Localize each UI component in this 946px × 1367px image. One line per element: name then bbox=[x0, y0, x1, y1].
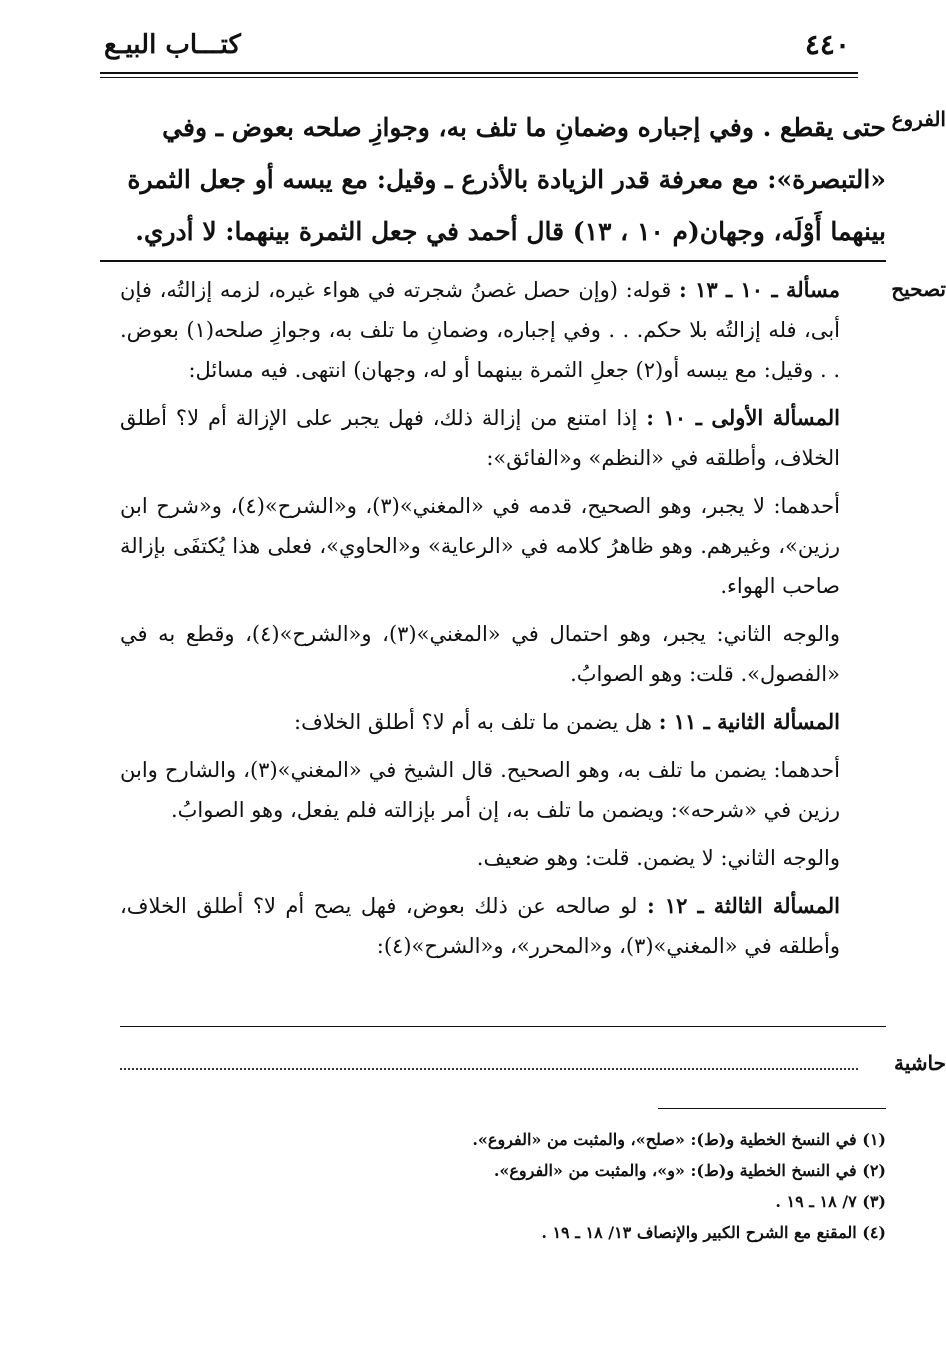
issue-heading: المسألة الأولى ـ ١٠ : bbox=[646, 405, 840, 430]
hashiya-dotted-line bbox=[120, 1068, 858, 1070]
furu-line: حتى يقطع . وفي إجباره وضمانِ ما تلف به، وجوازِ صلحه بعوض ـ وفي bbox=[162, 113, 886, 142]
paragraph-text: والوجه الثاني: لا يضمن. قلت: وهو ضعيف. bbox=[476, 846, 840, 870]
paragraph-text: قوله: (وإن حصل غصنُ شجرته في هواء غيره، لزمه إزالتُه، فإن أبى، فله إزالتُه بلا حكم. . . وفي إجباره، وضمانِ ما تلف به، وجوازِ صلحه(١) بعوض. . . وقيل: مع يبسه أو(٢) جعلِ الثمرة بينهما أو له، وجهان) انتهى. فيه مسائل: bbox=[120, 278, 840, 382]
tashih-paragraph bbox=[120, 398, 886, 478]
margin-label-tashih: تصحيح bbox=[891, 277, 946, 301]
paragraph-text: لو صالحه عن ذلك بعوض، فهل يصح أم لا؟ أطلق الخلاف، وأطلقه في «المغني»(٣)، و«المحرر»، و«الشرح»(٤): bbox=[120, 894, 840, 958]
tashih-text bbox=[120, 270, 886, 966]
paragraph-text: والوجه الثاني: يجبر، وهو احتمال في «المغني»(٣)، و«الشرح»(٤)، وقطع به في «الفصول». قلت: وهو الصوابُ. bbox=[120, 622, 840, 686]
margin-label-hashiya: حاشية bbox=[894, 1051, 946, 1075]
tashih-paragraph bbox=[120, 486, 886, 606]
tashih-paragraph bbox=[120, 886, 886, 966]
footnote: (١) في النسخ الخطية و(ط): «صلح»، والمثبت من «الفروع». bbox=[472, 1130, 886, 1149]
page-number: ٤٤٠ bbox=[804, 28, 850, 61]
furu-rule bbox=[100, 260, 886, 262]
footnote-rule bbox=[658, 1108, 886, 1109]
margin-label-furu: الفروع bbox=[891, 107, 946, 131]
furu-line: «التبصرة»: مع معرفة قدر الزيادة بالأذرع ـ وقيل: مع يبسه أو جعل الثمرة bbox=[127, 165, 886, 194]
footnotes bbox=[300, 1124, 886, 1248]
tashih-paragraph bbox=[120, 838, 886, 878]
paragraph-text: أحدهما: لا يجبر، وهو الصحيح، قدمه في «المغني»(٣)، و«الشرح»(٤)، و«شرح ابن رزين»، وغيرهم. وهو ظاهرُ كلامه في «الرعاية» و«الحاوي»، فعلى هذا يُكتفَى بإزالة صاحب الهواء. bbox=[120, 494, 840, 598]
furu-text bbox=[100, 102, 886, 258]
footnote: (٢) في النسخ الخطية و(ط): «و»، والمثبت من «الفروع». bbox=[493, 1161, 886, 1180]
paragraph-text: أحدهما: يضمن ما تلف به، وهو الصحيح. قال الشيخ في «المغني»(٣)، والشارح وابن رزين في «شرحه»: ويضمن ما تلف به، إن أمر بإزالته فلم يفعل، وهو الصوابُ. bbox=[120, 758, 840, 822]
footnote: (٤) المقنع مع الشرح الكبير والإنصاف ١٣/ ١٨ ـ ١٩ . bbox=[541, 1223, 886, 1242]
tashih-paragraph bbox=[120, 614, 886, 694]
tashih-paragraph bbox=[120, 270, 886, 390]
tashih-paragraph bbox=[120, 702, 886, 742]
section-rule bbox=[120, 1026, 886, 1027]
tashih-paragraph bbox=[120, 750, 886, 830]
paragraph-text: هل يضمن ما تلف به أم لا؟ أطلق الخلاف: bbox=[294, 710, 652, 734]
running-title: كتـــاب البيـع bbox=[104, 30, 241, 60]
header-rule bbox=[100, 72, 858, 74]
header-rule-thin bbox=[100, 77, 858, 78]
paragraph-text: إذا امتنع من إزالة ذلك، فهل يجبر على الإزالة أم لا؟ أطلق الخلاف، وأطلقه في «النظم» و«الفائق»: bbox=[120, 406, 840, 470]
issue-heading: مسألة ـ ١٠ ـ ١٣ : bbox=[679, 277, 840, 302]
issue-heading: المسألة الثالثة ـ ١٢ : bbox=[646, 893, 840, 918]
issue-heading: المسألة الثانية ـ ١١ : bbox=[658, 709, 840, 734]
footnote: (٣) ٧/ ١٨ ـ ١٩ . bbox=[775, 1192, 886, 1211]
furu-line: بينهما أَوْلَه، وجهان(م ١٠ ، ١٣) قال أحمد في جعل الثمرة بينهما: لا أدري. bbox=[135, 217, 886, 246]
